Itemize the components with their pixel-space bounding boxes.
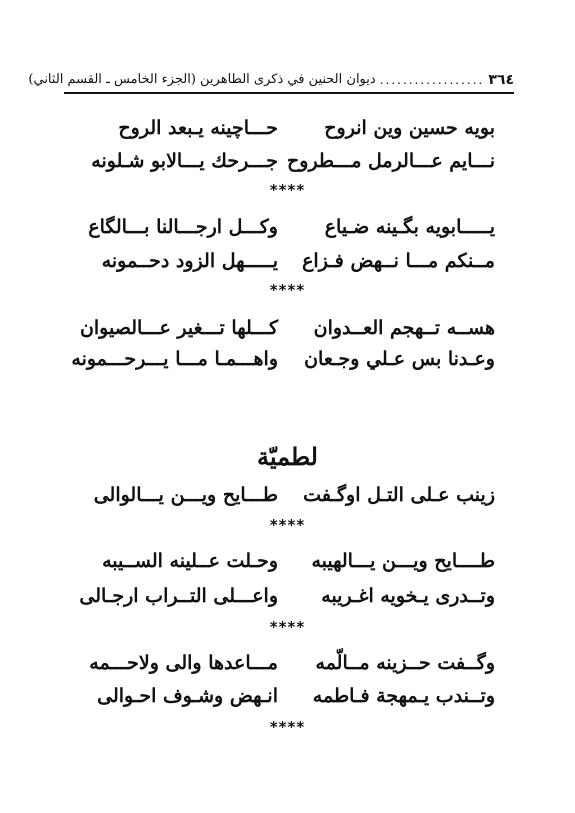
- verse-first-hemistich: وتــندب يـمهجة فـاطمه: [312, 685, 495, 707]
- verse-couplet: [0, 212, 575, 242]
- verse-couplet: [0, 146, 575, 176]
- verse-couplet: [0, 480, 575, 510]
- verse-couplet: [0, 113, 575, 143]
- stanza-separator: ****: [269, 618, 306, 636]
- verse-first-hemistich: يـــــابويه بگـينه ضـياع: [324, 216, 495, 238]
- stanza-separator: ****: [269, 718, 306, 736]
- stanza-separator: ****: [269, 516, 306, 534]
- verse-second-hemistich: وحـلت عــلينه الســيبه: [102, 550, 278, 572]
- book-title: ديوان الحنين في ذكرى الطاهرين (الجزء الخامس ـ القسم الثاني): [28, 72, 376, 87]
- verse-second-hemistich: واعـــلى التــراب ارجـالى: [79, 585, 278, 607]
- header-rule: [64, 92, 514, 94]
- running-header: [28, 67, 514, 89]
- stanza-separator: ****: [269, 181, 306, 199]
- verse-first-hemistich: طــــايح ويـــن يـــالهيبه: [311, 550, 495, 572]
- verse-first-hemistich: هســه تــهجم العــدوان: [313, 317, 495, 339]
- page-number: ٣٦٤: [488, 72, 514, 88]
- verse-first-hemistich: زينب عـلى التـل اوگـفت: [303, 484, 495, 506]
- verse-second-hemistich: كـــلها تـــغير عـــالصيوان: [79, 317, 278, 339]
- verse-second-hemistich: انـهض وشـوف احـوالى: [97, 685, 278, 707]
- verse-couplet: [0, 581, 575, 611]
- verse-second-hemistich: يـــــهل الزود دحــمونه: [101, 250, 278, 272]
- verse-second-hemistich: جـــرحك يـــالابو شـلونه: [91, 150, 278, 172]
- header-dot-leader: ..................: [379, 73, 485, 87]
- verse-second-hemistich: وكـــل ارجـــالنا بـــالگاع: [88, 216, 278, 238]
- verse-first-hemistich: مــنكم مـــا نــهض فـزاع: [302, 250, 495, 272]
- verse-second-hemistich: مـــاعدها والى ولاحـــمه: [89, 652, 278, 674]
- verse-first-hemistich: نـــايم عـــالرمل مـــطروح: [287, 150, 495, 172]
- verse-second-hemistich: واهـــمـا مـــا يـــرحـــمونه: [71, 348, 278, 370]
- verse-first-hemistich: وتــدرى يـخويه اغـريبه: [321, 585, 495, 607]
- verse-couplet: [0, 344, 575, 374]
- verse-couplet: [0, 313, 575, 343]
- verse-second-hemistich: طـــايح ويـــن يـــالوالى: [93, 484, 278, 506]
- verse-first-hemistich: وعـدنا بس عـلي وجـعان: [304, 348, 495, 370]
- verse-first-hemistich: بويه حسين وين انروح: [324, 117, 495, 139]
- verse-second-hemistich: حـــاچينه يـبعد الروح: [118, 117, 278, 139]
- section-heading: لطميّة: [257, 442, 318, 471]
- verse-couplet: [0, 246, 575, 276]
- verse-couplet: [0, 648, 575, 678]
- verse-first-hemistich: وگــفت حــزينه مــالّمه: [315, 652, 495, 674]
- stanza-separator: ****: [269, 281, 306, 299]
- verse-couplet: [0, 546, 575, 576]
- verse-couplet: [0, 681, 575, 711]
